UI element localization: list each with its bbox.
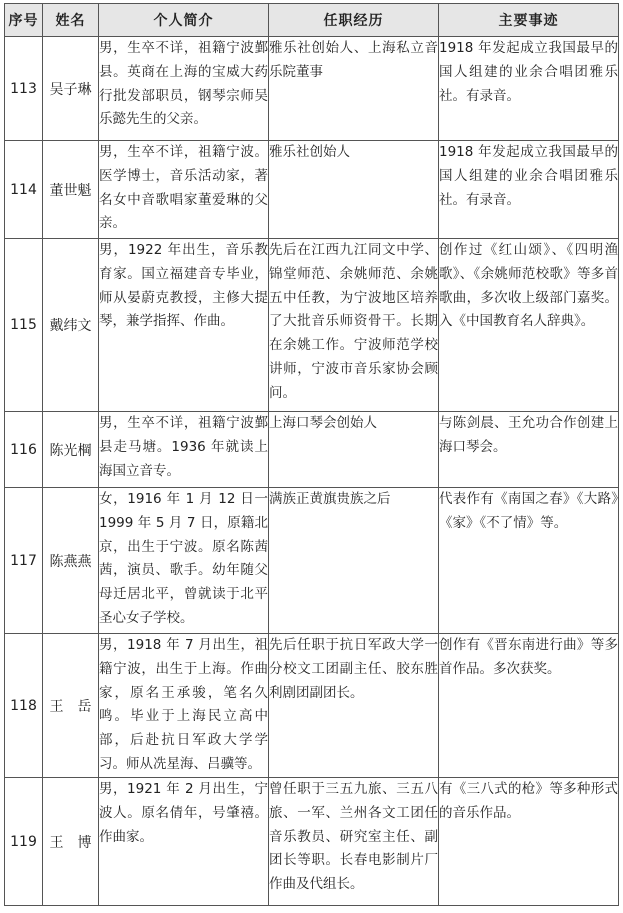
row-deeds: 1918 年发起成立我国最早的国人组建的业余合唱团雅乐社。有录音。 xyxy=(439,141,619,239)
row-career: 先后任职于抗日军政大学一分校文工团副主任、胶东胜利剧团副团长。 xyxy=(269,634,439,778)
row-num: 119 xyxy=(5,778,43,906)
row-deeds: 有《三八式的枪》等多种形式的音乐作品。 xyxy=(439,778,619,906)
row-name: 陈燕燕 xyxy=(43,488,99,634)
header-career: 任职经历 xyxy=(269,4,439,37)
row-deeds: 代表作有《南国之春》《大路》《家》《不了情》等。 xyxy=(439,488,619,634)
row-intro: 男，1921 年 2 月出生，宁波人。原名倩年，号肇禧。作曲家。 xyxy=(99,778,269,906)
table-row xyxy=(5,488,619,634)
row-intro: 男，生卒不详，祖籍宁波鄞县。英商在上海的宝威大药行批发部职员，钢琴宗师吴乐懿先生的父亲。 xyxy=(99,37,269,141)
row-name: 王 博 xyxy=(43,778,99,906)
row-name: 戴纬文 xyxy=(43,239,99,412)
row-career: 先后在江西九江同文中学、锦堂师范、余姚师范、余姚五中任教，为宁波地区培养了大批音乐师资骨干。长期在余姚工作。宁波师范学校讲师，宁波市音乐家协会顾问。 xyxy=(269,239,439,412)
row-num: 115 xyxy=(5,239,43,412)
row-career: 满族正黄旗贵族之后 xyxy=(269,488,439,634)
row-intro: 男，1918 年 7 月出生，祖籍宁波，出生于上海。作曲家，原名王承骏，笔名久鸣。毕业于上海民立高中部，后赴抗日军政大学学习。师从冼星海、吕骥等。 xyxy=(99,634,269,778)
table-row xyxy=(5,412,619,488)
row-deeds: 创作有《晋东南进行曲》等多首作品。多次获奖。 xyxy=(439,634,619,778)
row-career: 雅乐社创始人 xyxy=(269,141,439,239)
row-intro: 男，1922 年出生，音乐教育家。国立福建音专毕业，师从晏蔚克教授，主修大提琴，兼学指挥、作曲。 xyxy=(99,239,269,412)
row-intro: 男，生卒不详，祖籍宁波鄞县走马塘。1936 年就读上海国立音专。 xyxy=(99,412,269,488)
row-num: 118 xyxy=(5,634,43,778)
row-num: 116 xyxy=(5,412,43,488)
row-career: 雅乐社创始人、上海私立音乐院董事 xyxy=(269,37,439,141)
row-name: 王 岳 xyxy=(43,634,99,778)
row-num: 117 xyxy=(5,488,43,634)
table-row xyxy=(5,778,619,906)
header-intro: 个人简介 xyxy=(99,4,269,37)
row-num: 113 xyxy=(5,37,43,141)
row-name: 陈光棡 xyxy=(43,412,99,488)
row-name: 吴子琳 xyxy=(43,37,99,141)
row-deeds: 1918 年发起成立我国最早的国人组建的业余合唱团雅乐社。有录音。 xyxy=(439,37,619,141)
header-num: 序号 xyxy=(5,4,43,37)
row-intro: 女，1916 年 1 月 12 日一 1999 年 5 月 7 日，原籍北京，出生于宁波。原名陈茜茜，演员、歌手。幼年随父母迁居北平，曾就读于北平圣心女子学校。 xyxy=(99,488,269,634)
row-deeds: 与陈剑晨、王允功合作创建上海口琴会。 xyxy=(439,412,619,488)
row-intro: 男，生卒不详，祖籍宁波。医学博士，音乐活动家，著名女中音歌唱家董爱琳的父亲。 xyxy=(99,141,269,239)
row-career: 曾任职于三五九旅、三五八旅、一军、兰州各文工团任音乐教员、研究室主任、副团长等职。长春电影制片厂作曲及代组长。 xyxy=(269,778,439,906)
header-deeds: 主要事迹 xyxy=(439,4,619,37)
header-name: 姓名 xyxy=(43,4,99,37)
table-row xyxy=(5,239,619,412)
table-row xyxy=(5,141,619,239)
row-career: 上海口琴会创始人 xyxy=(269,412,439,488)
row-name: 董世魁 xyxy=(43,141,99,239)
table-row xyxy=(5,37,619,141)
header-row xyxy=(5,4,619,37)
row-num: 114 xyxy=(5,141,43,239)
row-deeds: 创作过《红山颂》、《四明渔歌》、《余姚师范校歌》等多首歌曲，多次收上级部门嘉奖。入《中国教育名人辞典》。 xyxy=(439,239,619,412)
biography-table xyxy=(4,3,619,906)
table-row xyxy=(5,634,619,778)
